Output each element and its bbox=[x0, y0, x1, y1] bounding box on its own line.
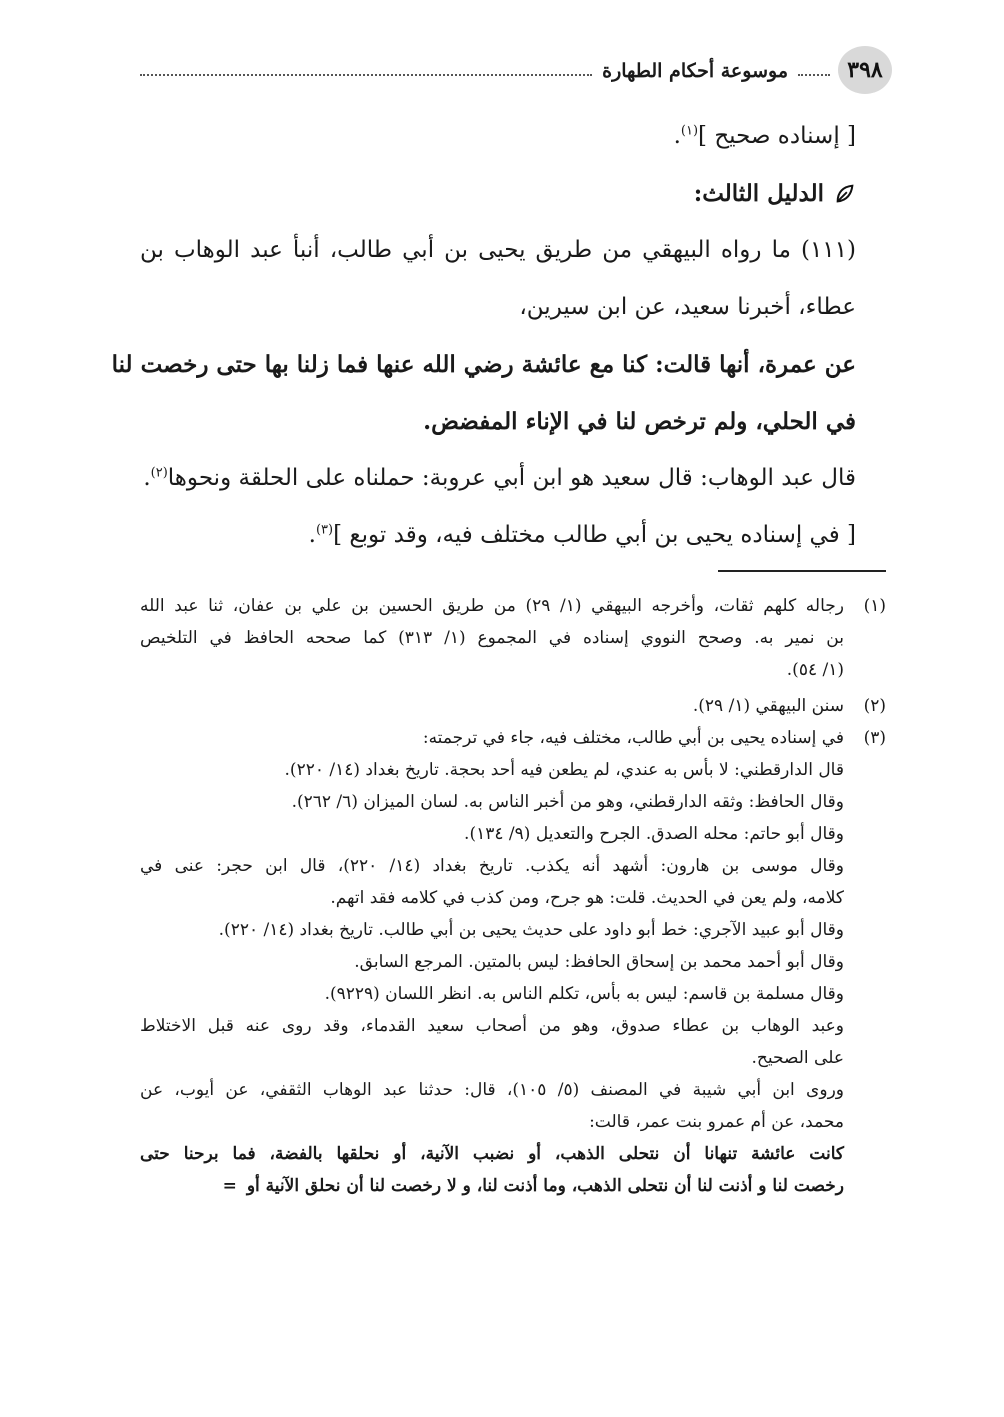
footnote-ref-1[interactable]: (١) bbox=[680, 123, 699, 139]
footnote-ref-3[interactable]: (٣) bbox=[315, 522, 334, 538]
footnote-line: محمد، عن أم عمرو بنت عمر، قالت: bbox=[589, 1112, 844, 1132]
footnote-line: بن نمير به. وصحح النووي إسناده في المجموع (١/ ٣١٣) كما صححه الحافظ في التلخيص bbox=[140, 628, 844, 648]
footnote-line: (١/ ٥٤). bbox=[786, 660, 844, 680]
footnote-line: وروى ابن أبي شيبة في المصنف (٥/ ١٠٥)، قال: حدثنا عبد الوهاب الثقفي، عن أيوب، عن bbox=[140, 1080, 844, 1100]
footnote-line: وقال أبو عبيد الآجري: خط أبو داود على حديث يحيى بن أبي طالب. تاريخ بغداد (١٤/ ٢٢٠). bbox=[218, 920, 844, 940]
narration-line-1: (١١١) ما رواه البيهقي من طريق يحيى بن أبي طالب، أنبأ عبد الوهاب بن bbox=[140, 237, 856, 263]
footnote-separator bbox=[718, 570, 886, 572]
narration-line-2: عطاء، أخبرنا سعيد، عن ابن سيرين، bbox=[519, 294, 856, 320]
footnote-line: وقال موسى بن هارون: أشهد أنه يكذب. تاريخ بغداد (١٤/ ٢٢٠)، قال ابن حجر: عنى في bbox=[140, 856, 844, 876]
footnote-line: وقال أبو أحمد محمد بن إسحاق الحافظ: ليس بالمتين. المرجع السابق. bbox=[354, 952, 844, 972]
section-heading: الدليل الثالث: bbox=[140, 165, 856, 222]
running-title bbox=[140, 56, 830, 86]
leaf-ornament-icon bbox=[834, 183, 856, 205]
continuation-mark: = bbox=[222, 1176, 237, 1196]
footnote-ref-2[interactable]: (٢) bbox=[150, 465, 168, 481]
main-text bbox=[111, 108, 856, 564]
footnote-line: كلامه، ولم يعن في الحديث. قلت: هو جرح، ومن كذب في كلامه فقد اتهم. bbox=[330, 888, 844, 908]
hadith-line-2: في الحلي، ولم ترخص لنا في الإناء المفضض. bbox=[423, 408, 856, 435]
narrator-comment: قال عبد الوهاب: قال سعيد هو ابن أبي عروبة: حملناه على الحلقة ونحوها$^{(٢)}$. bbox=[143, 465, 856, 491]
isnad-verdict-2: [ في إسناده يحيى بن أبي طالب مختلف فيه، وقد توبع ]$^{(٣)}$. bbox=[308, 522, 856, 548]
footnote-1 bbox=[140, 590, 886, 686]
footnotes bbox=[140, 590, 886, 1202]
footnote-quote-line: رخصت لنا و أذنت لنا أن نتحلى الذهب، وما أذنت لنا، و لا رخصت لنا أن نحلق الآنية أو= bbox=[222, 1176, 844, 1196]
footnote-line: رجاله كلهم ثقات، وأخرجه البيهقي (١/ ٢٩) من طريق الحسين بن علي بن عفان، ثنا عبد الله bbox=[140, 596, 844, 616]
footnote-quote-line: كانت عائشة تنهانا أن نتحلى الذهب، أو نضبب الآنية، أو نحلقها بالفضة، فما برحنا حتى bbox=[140, 1144, 844, 1164]
page-number: ٣٩٨ bbox=[838, 46, 892, 94]
footnote-number: (٣) bbox=[863, 728, 886, 748]
header-dots-left bbox=[140, 74, 592, 76]
header-dots-right bbox=[798, 74, 830, 76]
page-header bbox=[140, 46, 892, 96]
footnote-3 bbox=[140, 722, 886, 754]
footnote-2 bbox=[140, 690, 886, 722]
footnote-line: على الصحيح. bbox=[751, 1048, 844, 1068]
footnote-line: في إسناده يحيى بن أبي طالب، مختلف فيه، جاء في ترجمته: bbox=[422, 728, 844, 748]
footnote-line: وعبد الوهاب بن عطاء صدوق، وهو من أصحاب سعيد القدماء، وقد روى عنه قبل الاختلاط bbox=[140, 1016, 844, 1036]
footnote-line: وقال مسلمة بن قاسم: ليس به بأس، تكلم الناس به. انظر اللسان (٩٢٢٩). bbox=[324, 984, 844, 1004]
footnote-3-body bbox=[140, 754, 844, 1202]
footnote-line: سنن البيهقي (١/ ٢٩). bbox=[692, 696, 844, 716]
isnad-verdict-1: [ إسناده صحيح ]$^{(١)}$. bbox=[673, 123, 856, 149]
footnote-number: (١) bbox=[863, 596, 886, 616]
footnote-line: قال الدارقطني: لا بأس به عندي، لم يطعن فيه أحد بحجة. تاريخ بغداد (١٤/ ٢٢٠). bbox=[284, 760, 844, 780]
footnote-line: وقال الحافظ: وثقه الدارقطني، وهو من أخبر الناس به. لسان الميزان (٦/ ٢٦٢). bbox=[291, 792, 844, 812]
hadith-line-1: عن عمرة، أنها قالت: كنا مع عائشة رضي الله عنها فما زلنا بها حتى رخصت لنا bbox=[111, 351, 856, 378]
book-title: موسوعة أحكام الطهارة bbox=[602, 60, 788, 82]
footnote-line: وقال أبو حاتم: محله الصدق. الجرح والتعديل (٩/ ١٣٤). bbox=[464, 824, 844, 844]
footnote-number: (٢) bbox=[863, 696, 886, 716]
